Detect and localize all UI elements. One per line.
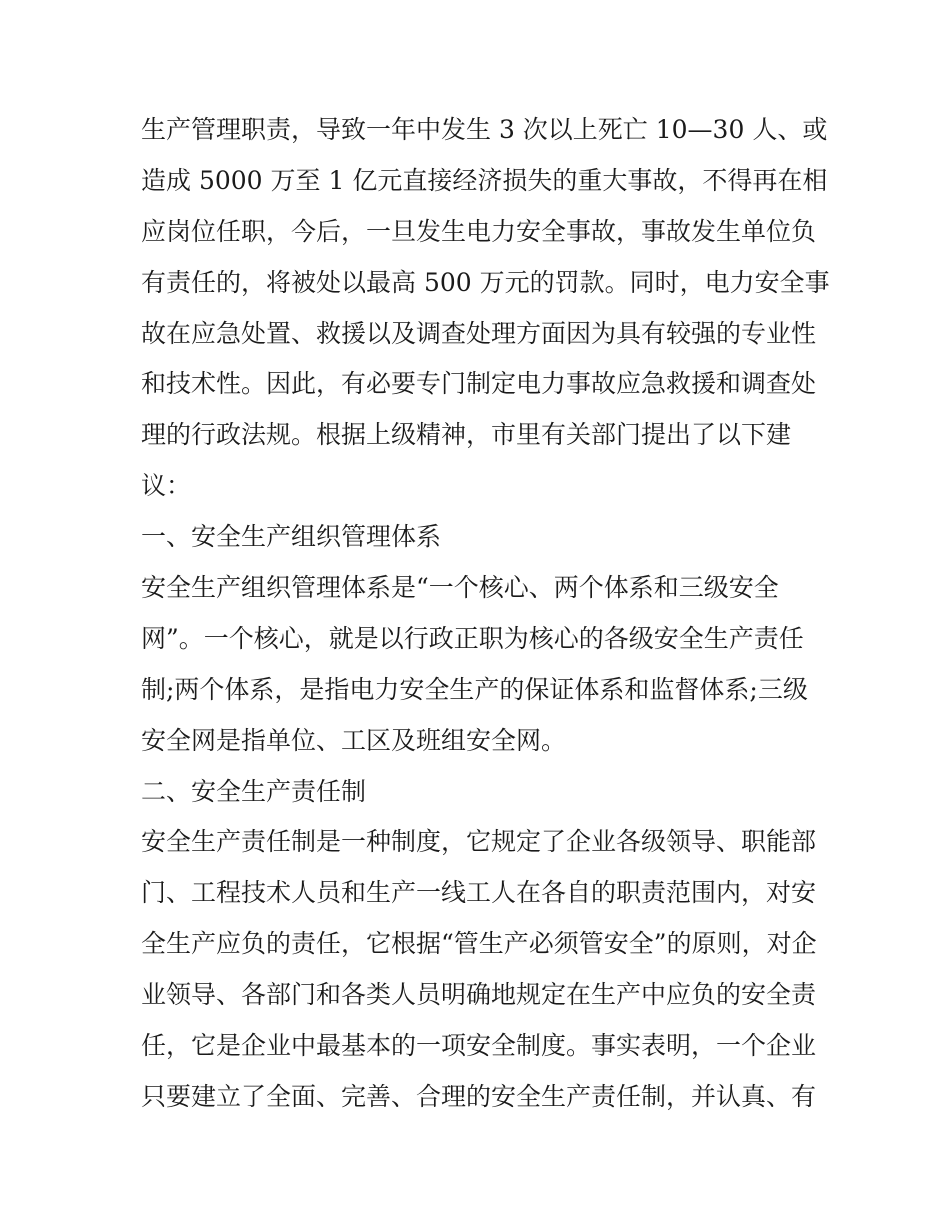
body-text: [141, 105, 830, 1123]
text-line-13: 安全网是指单位、工区及班组安全网。: [141, 725, 567, 755]
text-line-5: 故在应急处置、救援以及调查处理方面因为具有较强的专业性: [141, 318, 817, 348]
text-line-7: 理的行政法规。根据上级精神，市里有关部门提出了以下建: [141, 420, 792, 450]
text-line-12: 制;两个体系，是指电力安全生产的保证体系和监督体系;三级: [141, 674, 808, 704]
text-line-1: 生产管理职责，导致一年中发生 3 次以上死亡 10—30 人、或: [141, 115, 828, 144]
text-line-8: 议：: [141, 471, 192, 501]
text-line-19: 任，它是企业中最基本的一项安全制度。事实表明，一个企业: [141, 1031, 817, 1061]
text-line-16: 门、工程技术人员和生产一线工人在各自的职责范围内，对安: [141, 878, 817, 908]
text-line-20: 只要建立了全面、完善、合理的安全生产责任制，并认真、有: [141, 1081, 817, 1111]
section-heading-2: 二、安全生产责任制: [141, 776, 367, 806]
text-line-18: 业领导、各部门和各类人员明确地规定在生产中应负的安全责: [141, 980, 817, 1010]
text-line-4: 有责任的，将被处以最高 500 万元的罚款。同时，电力安全事: [141, 267, 830, 297]
text-line-17: 全生产应负的责任，它根据“管生产必须管安全”的原则，对企: [141, 929, 817, 959]
text-line-2: 造成 5000 万至 1 亿元直接经济损失的重大事故，不得再在相: [141, 165, 828, 195]
text-line-11: 网”。一个核心，就是以行政正职为核心的各级安全生产责任: [141, 623, 804, 653]
text-line-15: 安全生产责任制是一种制度，它规定了企业各级领导、职能部: [141, 827, 817, 857]
text-line-10: 安全生产组织管理体系是“一个核心、两个体系和三级安全: [141, 573, 779, 603]
section-heading-1: 一、安全生产组织管理体系: [141, 522, 442, 552]
text-line-6: 和技术性。因此，有必要专门制定电力事故应急救援和调查处: [141, 369, 817, 399]
text-line-3: 应岗位任职，今后，一旦发生电力安全事故，事故发生单位负: [141, 216, 817, 246]
